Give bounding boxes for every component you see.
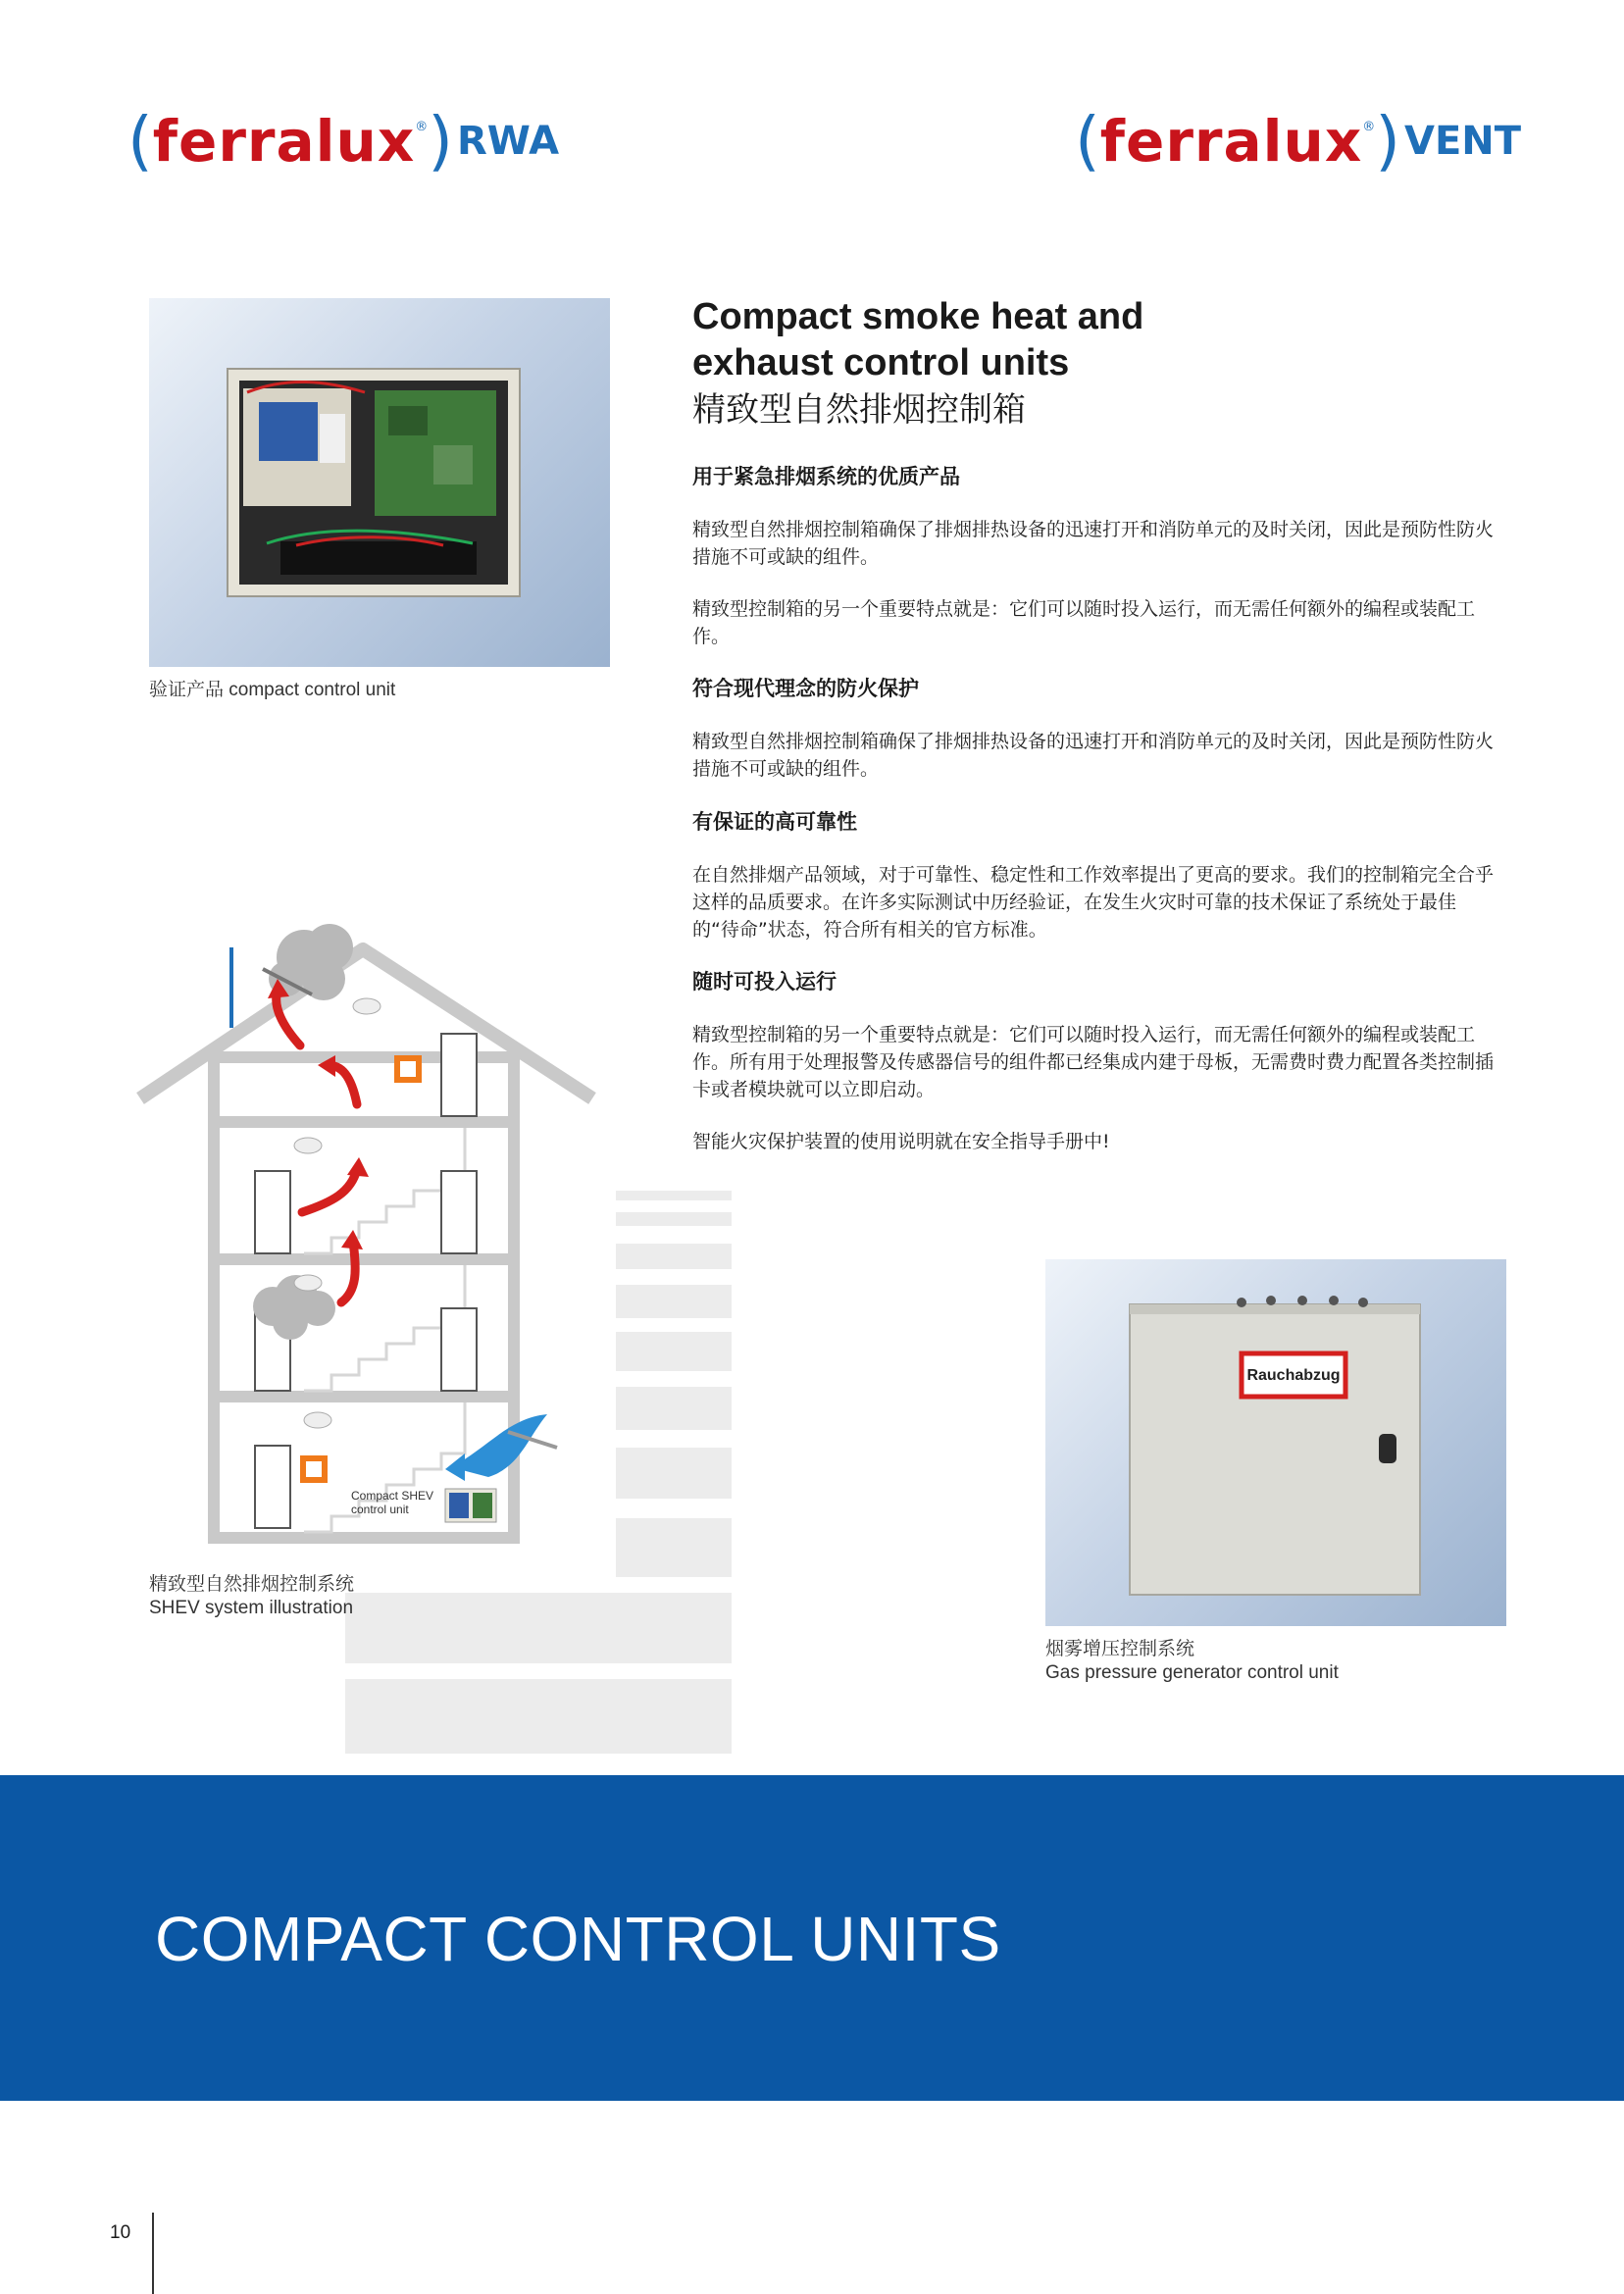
grey-bar xyxy=(616,1212,732,1226)
control-unit-caption: 验证产品 compact control unit xyxy=(149,680,396,700)
body-paragraph: 精致型控制箱的另一个重要特点就是：它们可以随时投入运行，而无需任何额外的编程或装配工作。所有用于处理报警及传感器信号的组件都已经集成内建于母板，无需费时费力配置各类控制插卡或者模块就可以立即启动。 xyxy=(692,1024,1495,1100)
gas-pressure-unit-image xyxy=(1045,1259,1506,1626)
grey-bar xyxy=(616,1191,732,1200)
page-number: 10 xyxy=(110,2222,131,2243)
section-heading: 随时可投入运行 xyxy=(692,970,837,994)
rauchabzug-sign: Rauchabzug xyxy=(1246,1367,1341,1384)
grey-bar xyxy=(616,1332,732,1371)
body-paragraph: 精致型自然排烟控制箱确保了排烟排热设备的迅速打开和消防单元的及时关闭，因此是预防性防火措施不可或缺的组件。 xyxy=(692,519,1495,568)
diagram-caption-en: SHEV system illustration xyxy=(149,1598,354,1618)
body-paragraph: 在自然排烟产品领域，对于可靠性、稳定性和工作效率提出了更高的要求。我们的控制箱完全合乎这样的品质要求。在许多实际测试中历经验证，在发生火灾时可靠的技术保证了系统处于最佳的“待命”状态，符合所有相关的官方标准。 xyxy=(692,864,1495,941)
gas-pressure-unit-photo xyxy=(1045,1259,1506,1626)
banner-title: COMPACT CONTROL UNITS xyxy=(155,1904,1001,1974)
photo2-caption-en: Gas pressure generator control unit xyxy=(1045,1662,1339,1683)
grey-bar xyxy=(345,1679,732,1754)
page-title-cn: 精致型自然排烟控制箱 xyxy=(692,390,1026,430)
ferralux-rwa-logo: ( ferralux ® ) RWA xyxy=(127,103,560,178)
body-paragraph: 精致型自然排烟控制箱确保了排烟排热设备的迅速打开和消防单元的及时关闭，因此是预防性防火措施不可或缺的组件。 xyxy=(692,731,1495,780)
grey-bar xyxy=(616,1285,732,1318)
photo2-caption-cn: 烟雾增压控制系统 xyxy=(1045,1639,1195,1659)
section-heading: 符合现代理念的防火保护 xyxy=(692,677,919,700)
control-unit-image xyxy=(149,298,610,667)
page-number-rule xyxy=(152,2213,154,2294)
control-unit-label: Compact SHEV control unit xyxy=(351,1489,434,1516)
section-heading: 有保证的高可靠性 xyxy=(692,810,857,834)
grey-bar xyxy=(345,1593,732,1663)
ferralux-vent-logo: ( ferralux ® ) VENT xyxy=(1075,103,1522,178)
section-heading: 用于紧急排烟系统的优质产品 xyxy=(692,465,960,488)
diagram-caption-cn: 精致型自然排烟控制系统 xyxy=(149,1574,355,1595)
shev-diagram xyxy=(135,918,596,1546)
body-paragraph: 智能火灾保护装置的使用说明就在安全指导手册中! xyxy=(692,1131,1110,1152)
control-unit-photo xyxy=(149,298,610,667)
grey-bar xyxy=(616,1448,732,1499)
grey-bar xyxy=(616,1244,732,1269)
body-paragraph: 精致型控制箱的另一个重要特点就是：它们可以随时投入运行，而无需任何额外的编程或装配工作。 xyxy=(692,598,1476,647)
page-title: Compact smoke heat and exhaust control units xyxy=(692,296,1144,383)
grey-bar xyxy=(616,1518,732,1577)
grey-bar xyxy=(616,1387,732,1430)
